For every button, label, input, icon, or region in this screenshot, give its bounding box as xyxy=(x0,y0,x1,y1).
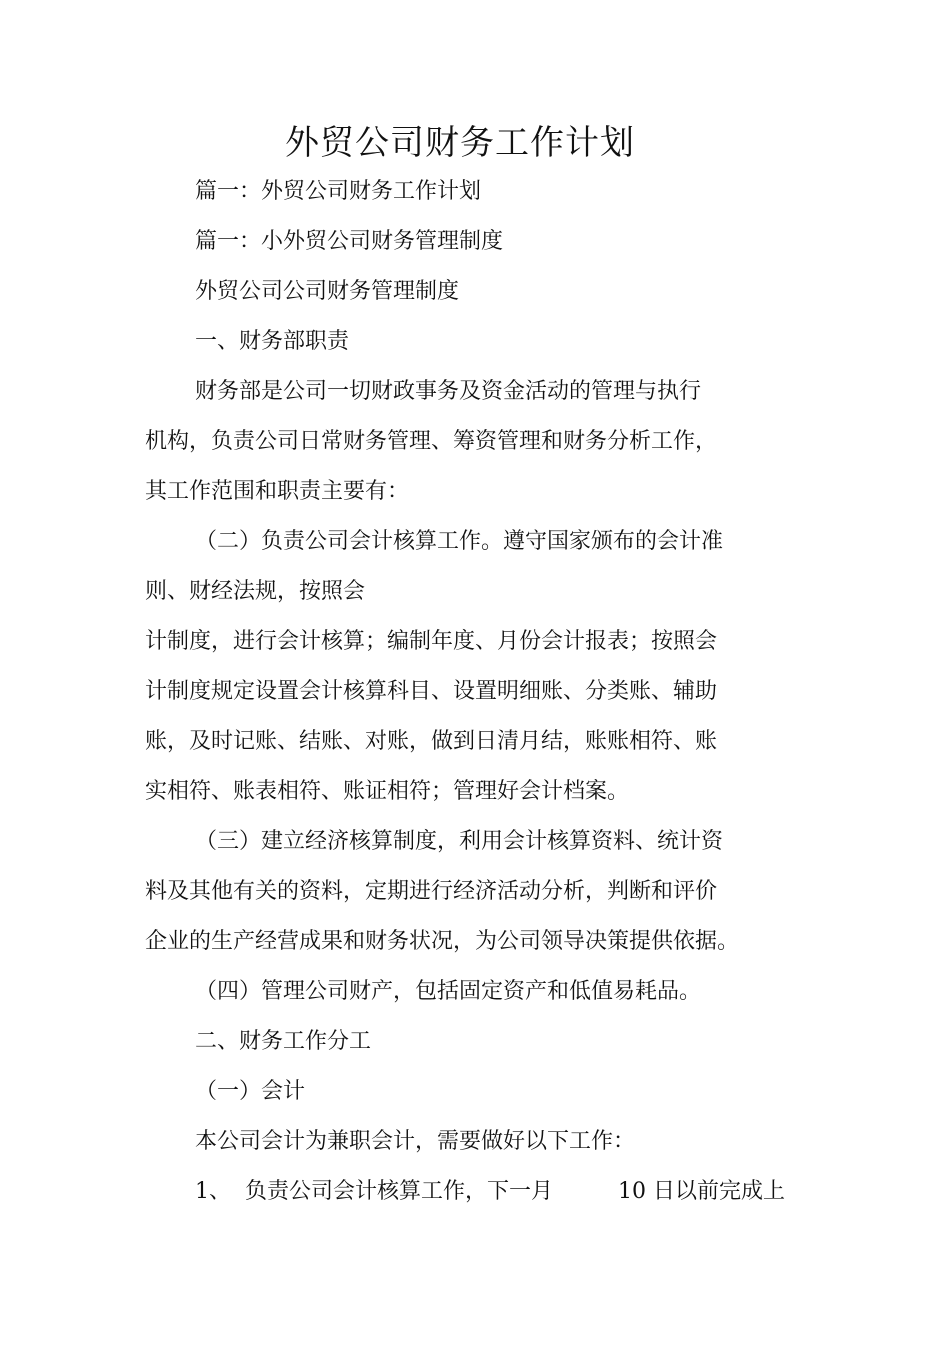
text-line: 则、财经法规，按照会 xyxy=(145,579,366,604)
text-line: 计制度规定设置会计核算科目、设置明细账、分类账、辅助 xyxy=(145,679,718,704)
text-line: 计制度，进行会计核算；编制年度、月份会计报表；按照会 xyxy=(145,629,718,654)
text-line: 实相符、账表相符、账证相符；管理好会计档案。 xyxy=(145,779,630,804)
text-line: 其工作范围和职责主要有： xyxy=(145,479,410,504)
document-title: 外贸公司财务工作计划 xyxy=(285,123,635,163)
section-heading: 二、财务工作分工 xyxy=(195,1029,372,1054)
subsection-heading: （一）会计 xyxy=(195,1079,306,1104)
text-line: 篇一：外贸公司财务工作计划 xyxy=(195,179,482,204)
text-line: 财务部是公司一切财政事务及资金活动的管理与执行 xyxy=(195,379,702,404)
text-line: （二）负责公司会计核算工作。遵守国家颁布的会计准 xyxy=(195,529,724,554)
list-item-continuation: 10 日以前完成上 xyxy=(618,1179,785,1204)
text-line: 企业的生产经营成果和财务状况，为公司领导决策提供依据。 xyxy=(145,929,740,954)
text-line: 外贸公司公司财务管理制度 xyxy=(195,279,460,304)
text-line: 篇一：小外贸公司财务管理制度 xyxy=(195,229,504,254)
text-line: （三）建立经济核算制度，利用会计核算资料、统计资 xyxy=(195,829,724,854)
text-line: （四）管理公司财产，包括固定资产和低值易耗品。 xyxy=(195,979,702,1004)
text-line: 本公司会计为兼职会计，需要做好以下工作： xyxy=(195,1129,636,1154)
list-item-text: 负责公司会计核算工作，下一月 xyxy=(245,1179,554,1204)
section-heading: 一、财务部职责 xyxy=(195,329,350,354)
text-line: 机构，负责公司日常财务管理、筹资管理和财务分析工作， xyxy=(145,429,718,454)
text-line: 账，及时记账、结账、对账，做到日清月结，账账相符、账 xyxy=(145,729,718,754)
text-line: 料及其他有关的资料，定期进行经济活动分析，判断和评价 xyxy=(145,879,718,904)
list-item-number: 1、 xyxy=(195,1179,231,1204)
